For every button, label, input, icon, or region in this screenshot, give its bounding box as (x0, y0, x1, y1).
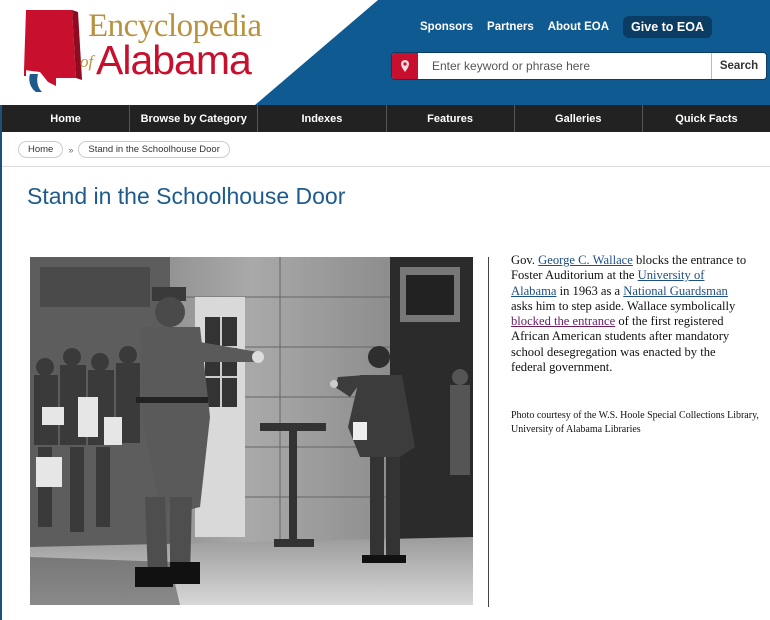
logo-alabama-text: Alabama (96, 37, 251, 83)
nav-browse-by-category[interactable]: Browse by Category (130, 105, 258, 132)
utility-links (420, 16, 712, 38)
nav-quick-facts[interactable]: Quick Facts (675, 112, 738, 125)
site-header (0, 0, 770, 105)
search-button[interactable]: Search (711, 53, 766, 79)
about-eoa-link[interactable]: About EOA (547, 21, 610, 33)
logo-encyclopedia-text: Encyclopedia (88, 8, 262, 44)
give-to-eoa-button[interactable]: Give to EOA (623, 16, 712, 38)
blocked-the-entrance-link[interactable]: blocked the entrance (511, 314, 616, 329)
caption-text: Gov. (511, 253, 539, 267)
article-photo[interactable] (30, 257, 473, 605)
page-title: Stand in the Schoolhouse Door (27, 183, 346, 209)
breadcrumb-separator: » (68, 144, 74, 155)
nav-home[interactable]: Home (2, 105, 130, 132)
search-bar (391, 52, 767, 80)
photo-caption (511, 253, 751, 375)
search-icon (392, 53, 418, 79)
nav-indexes[interactable]: Indexes (258, 105, 386, 132)
caption-text: blocks the entrance to Foster Auditorium at the (511, 253, 747, 283)
partners-link[interactable]: Partners (487, 21, 534, 33)
caption-divider (488, 257, 489, 607)
university-of-alabama-link[interactable]: University of Alabama (511, 268, 705, 298)
caption-text: asks him to step aside. Wallace symbolically (511, 298, 736, 313)
sponsors-link[interactable]: Sponsors (420, 21, 474, 33)
photo-credit: Photo courtesy of the W.S. Hoole Special Collections Library, University of Alabama Libraries (511, 410, 759, 435)
main-navigation (2, 105, 770, 132)
logo-of-text: of (80, 52, 94, 71)
breadcrumb-home[interactable]: Home (18, 141, 63, 158)
nav-galleries[interactable]: Galleries (515, 105, 643, 132)
photo-illustration (30, 257, 473, 605)
breadcrumb-bar (2, 132, 770, 167)
breadcrumb (18, 141, 230, 158)
nav-features[interactable]: Features (387, 105, 515, 132)
breadcrumb-current: Stand in the Schoolhouse Door (78, 141, 230, 158)
national-guardsman-link[interactable]: National Guardsman (623, 283, 728, 298)
caption-text: of the first registered African American students after mandatory school desegregation was enacted by the federal government. (511, 314, 730, 375)
search-input[interactable] (418, 58, 711, 74)
george-wallace-link[interactable]: George C. Wallace (538, 253, 633, 267)
caption-text: in 1963 as a (556, 283, 624, 298)
